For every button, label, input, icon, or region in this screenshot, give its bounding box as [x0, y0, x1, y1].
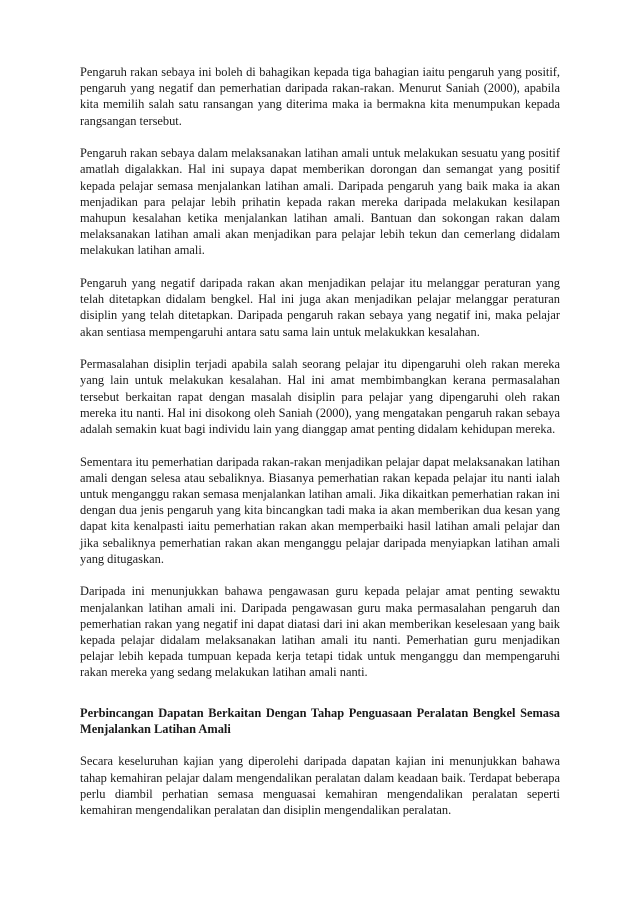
- section-heading: Perbincangan Dapatan Berkaitan Dengan Tahap Penguasaan Peralatan Bengkel Semasa Menjalankan Latihan Amali: [80, 705, 560, 736]
- document-page: [80, 64, 560, 835]
- paragraph-5: Sementara itu pemerhatian daripada rakan-rakan menjadikan pelajar dapat melaksanakan latihan amali dengan selesa atau sebaliknya. Biasanya pemerhatian rakan kepada pelajar itu nanti ialah untuk menganggu rakan semasa menjalankan latihan amali. Jika dikaitkan pemerhatian rakan ini dengan dua jenis pengaruh yang kita bincangkan tadi maka ia akan memberikan dua kesan yang dapat kita kenalpasti iaitu pemerhatian rakan akan memperbaiki hasil latihan amali pelajar dan jika sebaliknya pemerhatian rakan akan menganggu pelajar daripada menyiapkan latihan amali yang ditugaskan.: [80, 454, 560, 566]
- paragraph-6: Daripada ini menunjukkan bahawa pengawasan guru kepada pelajar amat penting sewaktu menjalankan latihan amali ini. Daripada pengawasan guru maka permasalahan pengaruh dan pemerhatian rakan yang negatif ini dapat diatasi dari ini akan memberikan keselesaan yang baik kepada pelajar didalam melaksanakan latihan amali itu nanti. Pemerhatian guru menjadikan pelajar lebih kepada tumpuan kepada kerja tetapi tidak untuk menganggu dan mempengaruhi rakan mereka yang sedang melakukan latihan amali nanti.: [80, 584, 560, 680]
- paragraph-final: Secara keseluruhan kajian yang diperolehi daripada dapatan kajian ini menunjukkan bahawa tahap kemahiran pelajar dalam mengendalikan peralatan dalam keadaan baik. Terdapat beberapa perlu diambil perhatian semasa menguasai kemahiran mengendalikan peralatan seperti kemahiran mengendalikan peralatan dan disiplin mengendalikan peralatan.: [80, 754, 560, 818]
- paragraph-4: Permasalahan disiplin terjadi apabila salah seorang pelajar itu dipengaruhi oleh rakan mereka yang lain untuk melakukan kesalahan. Hal ini amat membimbangkan kerana permasalahan tersebut berkaitan rapat dengan masalah disiplin para pelajar yang dipengaruhi oleh rakan mereka itu nanti. Hal ini disokong oleh Saniah (2000), yang mengatakan pengaruh rakan sebaya adalah semakin kuat bagi individu lain yang dianggap amat penting didalam kehidupan mereka.: [80, 357, 560, 437]
- paragraph-3: Pengaruh yang negatif daripada rakan akan menjadikan pelajar itu melanggar peraturan yang telah ditetapkan didalam bengkel. Hal ini juga akan menjadikan pelajar melanggar peraturan disiplin yang telah ditetapkan. Daripada pengaruh rakan sebaya yang negatif ini, maka pelajar akan sentiasa mempengaruhi antara satu sama lain untuk melakukkan kesalahan.: [80, 276, 560, 339]
- paragraph-1: Pengaruh rakan sebaya ini boleh di bahagikan kepada tiga bahagian iaitu pengaruh yang positif, pengaruh yang negatif dan pemerhatian daripada rakan-rakan. Menurut Saniah (2000), apabila kita memilih salah satu ransangan yang diterima maka ia bermakna kita menumpukan kepada rangsangan tersebut.: [80, 65, 560, 128]
- paragraph-2: Pengaruh rakan sebaya dalam melaksanakan latihan amali untuk melakukan sesuatu yang positif amatlah digalakkan. Hal ini supaya dapat memberikan dorongan dan semangat yang positif kepada pelajar semasa menjalankan latihan amali. Daripada pengaruh yang baik maka ia akan menjadikan para pelajar lebih prihatin kepada rakan mereka daripada melakukan kesilapan mahupun kesalahan ketika menjalankan latihan amali. Bantuan dan sokongan rakan dalam melaksanakan latihan amali akan menjadikan para pelajar lebih tekun dan cemerlang didalam melakukan latihan amali.: [80, 146, 560, 258]
